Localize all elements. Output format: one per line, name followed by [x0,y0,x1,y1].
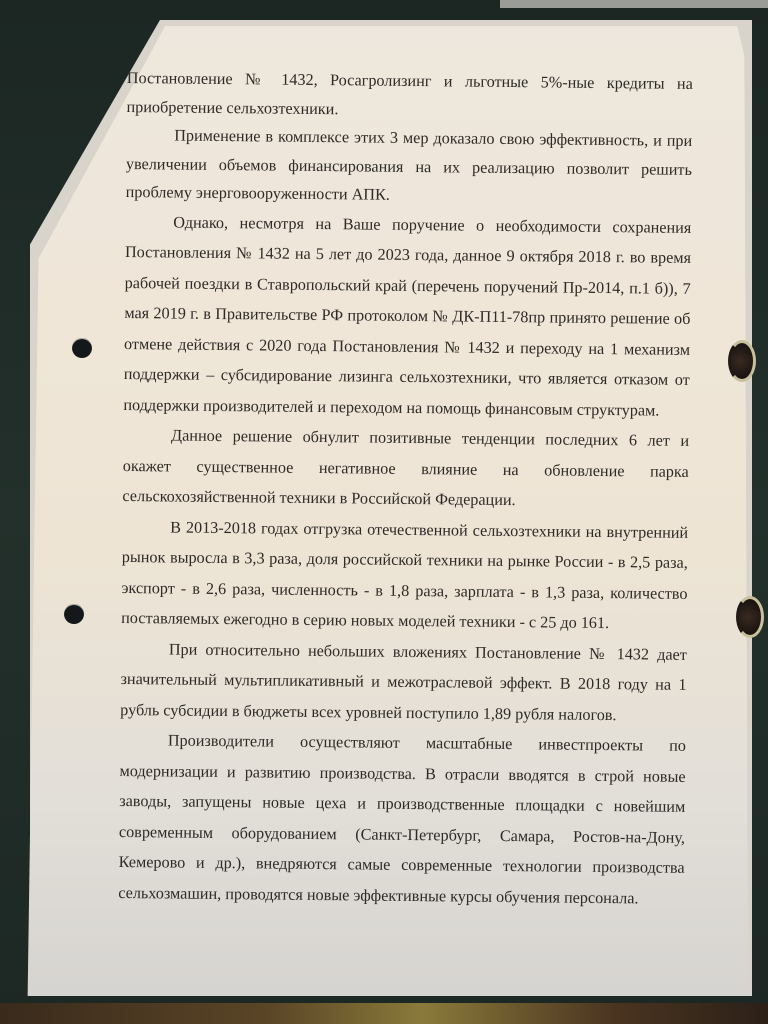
desk-surface [0,1003,768,1024]
punch-hole-top [72,338,92,358]
paragraph: Данное решение обнулит позитивные тенденции последних 6 лет и окажет существенное негативное влияние на обновление парка сельскохозяйственной техники в Российской Федерации. [122,426,690,510]
paragraph: Применение в комплексе этих 3 мер доказало свою эффективность, и при увеличении объемов финансирования на их реализацию позволит решить проблему энерговооруженности АПК. [125,126,693,204]
paragraph: Однако, несмотря на Ваше поручение о необходимости сохранения Постановления № 1432 на 5 лет до 2023 года, данное 9 октября 2018 г. во время рабочей поездки в Ставропольский край (перечень поручений Пр-2014, п.1 б)), 7 мая 2019 г. в Правительстве РФ протоколом № ДК-П11-78пр принято решение об отмене действия с 2020 года Постановления № 1432 и переходу на 1 механизм поддержки – субсидирование лизинга сельхозтехники, что является отказом от поддержки производителей и переходом на помощь финансовым структурам. [123,212,692,420]
paragraph: В 2013-2018 годах отгрузка отечественной сельхозтехники на внутренний рынок выросла в 3,3 раза, доля российской техники на рынке России - в 2,5 раза, экспорт - в 2,6 раза, численность - в 1,8 раза, зарплата - в 1,3 раза, количество поставляемых ежегодно в серию новых моделей техники - с 25 до 161. [121,517,689,633]
background-strip [500,0,768,8]
paragraph: Производители осуществляют масштабные инвестпроекты по модернизации и развитию производства. В отрасли вводятся в строй новые заводы, запущены новые цеха и производственные площадки с новейшим современным оборудованием (Санкт-Петербург, Самара, Ростов-на-Дону, Кемерово и др.), внедряются самые современные технологии производства сельхозмашин, проводятся новые эффективные курсы обучения персонала. [118,731,686,907]
binder-ring-top [728,340,756,382]
binder-ring-bottom [736,596,764,638]
paragraph: При относительно небольших вложениях Постановление № 1432 дает значительный мультипликативный и межотраслевой эффект. В 2018 году на 1 рубль субсидии в бюджеты всех уровней поступило 1,89 рубля налогов. [120,639,687,724]
paragraph: Постановление № 1432, Росагролизинг и льготные 5%-ные кредиты на приобретение сельхозтехники. [126,68,693,118]
document-body [118,64,693,914]
punch-hole-bottom [64,604,84,624]
